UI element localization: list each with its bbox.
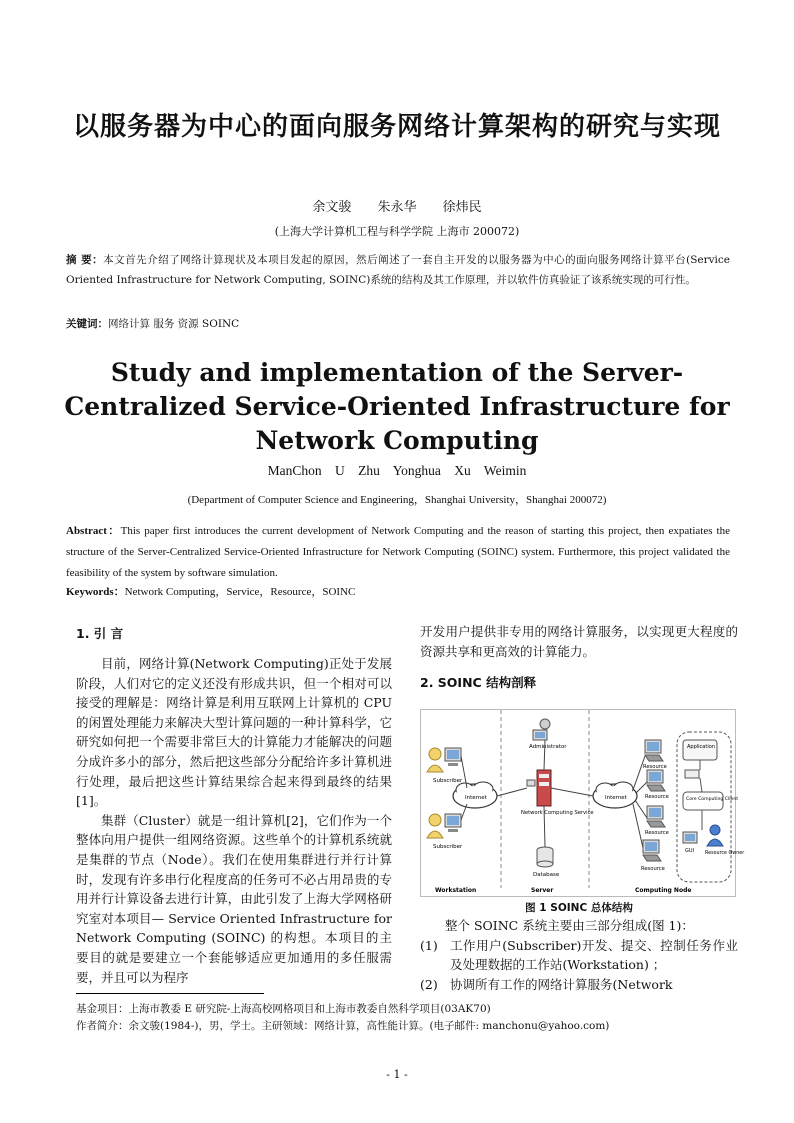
server-icon <box>527 770 551 806</box>
label-resource-1: Resource <box>643 764 667 771</box>
zone-label-computing-node: Computing Node <box>635 887 692 895</box>
footnote-divider <box>76 993 264 994</box>
label-internet-right: Internet <box>605 795 627 802</box>
abstract-cn <box>66 251 730 290</box>
page-number: - 1 - <box>386 1068 408 1081</box>
figure-1-caption: 图 1 SOINC 总体结构 <box>525 902 633 915</box>
section-2-title: 2. SOINC 结构剖释 <box>420 675 537 691</box>
figure-1-soinc-architecture <box>420 709 745 897</box>
section-2-paragraph: 整个 SOINC 系统主要由三部分组成(图 1)： <box>445 918 694 934</box>
architecture-diagram <box>421 710 745 896</box>
section-1-paragraph-continued: 开发用户提供非专用的网络计算服务，以实现更大程度的资源共享和更高效的计算能力。 <box>420 624 738 659</box>
keywords-en-label: Keywords： <box>66 586 125 598</box>
keywords-cn-label: 关键词： <box>66 318 108 330</box>
keywords-en-text: Network Computing，Service，Resource，SOINC <box>124 586 356 598</box>
small-component-icon <box>685 770 699 778</box>
label-resource-3: Resource <box>645 830 669 837</box>
database-icon <box>537 847 553 867</box>
label-gui: GUI <box>685 848 695 855</box>
authors-en: ManChon U Zhu Yonghua Xu Weimin <box>267 463 527 478</box>
label-database: Database <box>533 872 560 879</box>
resource-computer-4-icon <box>643 840 661 861</box>
label-administrator: Administrator <box>529 744 567 751</box>
keywords-cn <box>66 315 730 334</box>
label-internet-left: Internet <box>465 795 487 802</box>
abstract-cn-label: 摘 要： <box>66 254 104 266</box>
label-ncs: Network Computing Service <box>521 810 594 817</box>
list-item-number: (2) <box>420 976 438 992</box>
resource-computer-1-icon <box>645 740 663 761</box>
gui-computer-icon <box>683 832 697 843</box>
authors-cn: 余文骏 朱永华 徐炜民 <box>312 200 482 215</box>
application-box <box>683 740 717 760</box>
abstract-en-label: Abstract： <box>66 525 121 537</box>
subscriber-top-icon <box>427 748 461 772</box>
list-item-text: 协调所有工作的网络计算服务(Network <box>450 976 673 992</box>
paper-title-cn: 以服务器为中心的面向服务网络计算架构的研究与实现 <box>72 112 721 142</box>
resource-computer-2-icon <box>647 770 665 791</box>
section-1-title: 1. 引 言 <box>76 626 124 641</box>
label-resource-2: Resource <box>645 794 669 801</box>
administrator-icon <box>533 719 550 740</box>
keywords-en <box>66 583 730 599</box>
label-subscriber-bottom: Subscriber <box>433 844 463 851</box>
affiliation-cn: (上海大学计算机工程与科学学院 上海市 200072) <box>274 225 520 238</box>
left-column <box>76 622 392 987</box>
abstract-cn-text: 本文首先介绍了网络计算现状及本项目发起的原因，然后阐述了一套自主开发的以服务器为中心的面向服务网络计算平台(Service Oriented Infrastructure for Network Computing, SOINC)系统的结构及其工作原理，并以软件仿真验证了该系统实现的可行性。 <box>66 254 731 286</box>
keywords-cn-text: 网络计算 服务 资源 SOINC <box>108 318 240 330</box>
section-1-paragraph-1: 目前，网络计算(Network Computing)正处于发展阶段，人们对它的定义还没有形成共识，但一个相对可以接受的理解是：网络计算是利用互联网上计算机的 CPU 的闲置处理能力来解决大型计算问题的一种计算科学，它研究如何把一个需要非常巨大的计算能力才能解决的问题分成许多小的部分，然后把这些部分分配给许多计算机进行处理，最后把这些计算结果综合起来得到最终的结果[1]。 <box>76 656 392 809</box>
resource-computer-3-icon <box>647 806 665 827</box>
label-resource-owner: Resource Owner <box>705 851 745 857</box>
zone-label-workstation: Workstation <box>435 887 477 895</box>
label-application: Application <box>687 744 715 751</box>
list-item <box>420 975 738 995</box>
list-item-text: 工作用户(Subscriber)开发、提交、控制任务作业及处理数据的工作站(Workstation) ； <box>450 937 738 973</box>
label-core-client: Core Computing Client <box>686 797 739 803</box>
affiliation-en: (Department of Computer Science and Engineering，Shanghai University，Shanghai 200072) <box>187 494 607 506</box>
section-1-paragraph-2: 集群（Cluster）就是一组计算机[2]，它们作为一个整体向用户提供一组网络资源。这些单个的计算机系统就是集群的节点（Node）。我们在使用集群进行并行计算时，发现有许多串行化程度高的任务可不必占用昂贵的专用并行计算设备去进行计算，由此引发了上海大学网格研究室对本项目— Service Oriented Infrastructure for Network Computing (SOINC) 的构想。本项目的主要目的就是要建立一个套能够适应更加通用的多任服需要，并且可以为程序 <box>76 812 392 985</box>
right-column <box>420 622 745 995</box>
zone-label-server: Server <box>531 887 554 895</box>
list-item-number: (1) <box>420 937 438 953</box>
paper-title-en: Study and implementation of the Server-Centralized Service-Oriented Infrastructure for Network Computing <box>64 358 730 455</box>
footnote-author: 作者简介：余文骏(1984-)，男，学士。主研领域：网络计算，高性能计算。(电子邮件: manchonu@yahoo.com) <box>76 1020 610 1032</box>
abstract-en <box>66 521 730 584</box>
label-resource-4: Resource <box>641 866 665 873</box>
label-subscriber-top: Subscriber <box>433 778 463 785</box>
abstract-en-text: This paper first introduces the current development of Network Computing and the reason of starting this project, then expatiates the structure of the Server-Centralized Service-Oriented Infrastructure for Network Computing (SOINC) system. Furthermore, this project validated the feasibility of the system by software simulation. <box>66 525 731 579</box>
list-item <box>420 936 738 975</box>
subscriber-bottom-icon <box>427 814 461 838</box>
footnote-fund: 基金项目：上海市教委 E 研究院-上海高校网格项目和上海市教委自然科学项目(03AK70) <box>76 1003 491 1015</box>
